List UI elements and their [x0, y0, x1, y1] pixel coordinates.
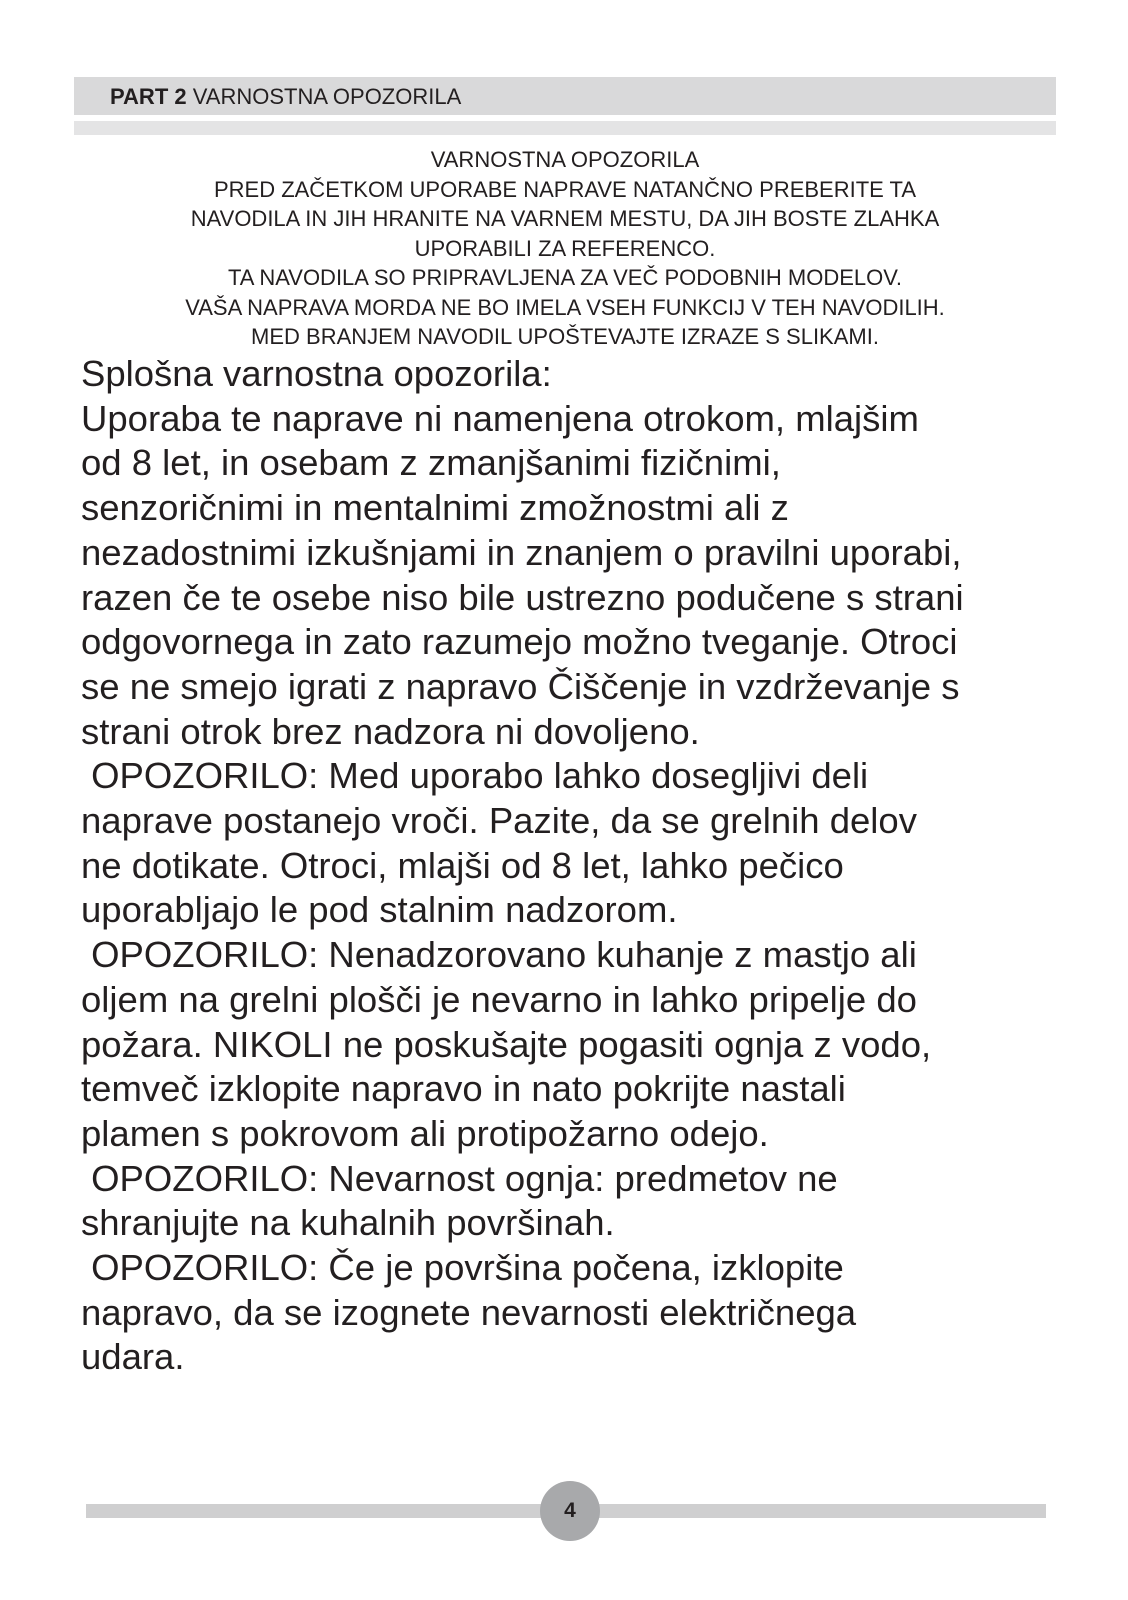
- text-line: od 8 let, in osebam z zmanjšanimi fizičnimi,: [81, 442, 781, 484]
- text-line: temveč izklopite napravo in nato pokrijte nastali: [81, 1068, 846, 1110]
- part-label: PART 2: [110, 84, 187, 109]
- text-line: naprave postanejo vroči. Pazite, da se grelnih delov: [81, 800, 917, 842]
- text-line: OPOZORILO: Med uporabo lahko dosegljivi deli: [81, 755, 869, 797]
- text-line: napravo, da se izognete nevarnosti električnega: [81, 1291, 857, 1333]
- general-warnings-heading: Splošna varnostna opozorila:: [81, 353, 552, 394]
- general-warnings-paragraph: [81, 397, 1061, 755]
- text-line: OPOZORILO: Nevarnost ognja: predmetov ne: [81, 1157, 838, 1199]
- warning-fire-hazard: [81, 1157, 1061, 1246]
- text-line: OPOZORILO: Če je površina počena, izklopite: [81, 1247, 844, 1289]
- text-line: plamen s pokrovom ali protipožarno odejo.: [81, 1112, 769, 1154]
- text-line: uporabljajo le pod stalnim nadzorom.: [81, 889, 678, 931]
- header-divider: [74, 121, 1056, 135]
- text-line: požara. NIKOLI ne poskušajte pogasiti ognja z vodo,: [81, 1023, 932, 1065]
- text-line: nezadostnimi izkušnjami in znanjem o pravilni uporabi,: [81, 531, 962, 573]
- text-line: oljem na grelni plošči je nevarno in lahko pripelje do: [81, 978, 917, 1020]
- text-line: shranjujte na kuhalnih površinah.: [81, 1202, 615, 1244]
- text-line: OPOZORILO: Nenadzorovano kuhanje z mastjo ali: [81, 934, 917, 976]
- warning-cracked-surface: [81, 1246, 1061, 1380]
- intro-line: VAŠA NAPRAVA MORDA NE BO IMELA VSEH FUNKCIJ V TEH NAVODILIH.: [185, 294, 945, 320]
- text-line: strani otrok brez nadzora ni dovoljeno.: [81, 710, 700, 752]
- main-content: [81, 352, 1061, 1380]
- text-line: senzoričnimi in mentalnimi zmožnostmi ali z: [81, 487, 789, 529]
- page-number-badge: 4: [540, 1481, 600, 1541]
- text-line: odgovornega in zato razumejo možno tveganje. Otroci: [81, 621, 958, 663]
- text-line: razen če te osebe niso bile ustrezno podučene s strani: [81, 576, 964, 618]
- section-header-bar: [74, 77, 1056, 115]
- intro-line: TA NAVODILA SO PRIPRAVLJENA ZA VEČ PODOBNIH MODELOV.: [227, 265, 903, 290]
- intro-line: MED BRANJEM NAVODIL UPOŠTEVAJTE IZRAZE S SLIKAMI.: [251, 324, 879, 349]
- text-line: Uporaba te naprave ni namenjena otrokom, mlajšim: [81, 397, 919, 439]
- text-line: udara.: [81, 1336, 185, 1378]
- warning-hot-parts: [81, 754, 1061, 933]
- text-line: ne dotikate. Otroci, mlajši od 8 let, lahko pečico: [81, 844, 844, 886]
- warning-oil-fire: [81, 933, 1061, 1157]
- intro-notice: [74, 145, 1056, 352]
- intro-line: PRED ZAČETKOM UPORABE NAPRAVE NATANČNO PREBERITE TA: [213, 176, 917, 202]
- intro-line: NAVODILA IN JIH HRANITE NA VARNEM MESTU, DA JIH BOSTE ZLAHKA: [190, 206, 940, 231]
- intro-line: UPORABILI ZA REFERENCO.: [414, 235, 716, 261]
- intro-line: VARNOSTNA OPOZORILA: [430, 147, 700, 172]
- text-line: se ne smejo igrati z napravo Čiščenje in vzdrževanje s: [81, 665, 960, 707]
- section-title: VARNOSTNA OPOZORILA: [192, 84, 462, 109]
